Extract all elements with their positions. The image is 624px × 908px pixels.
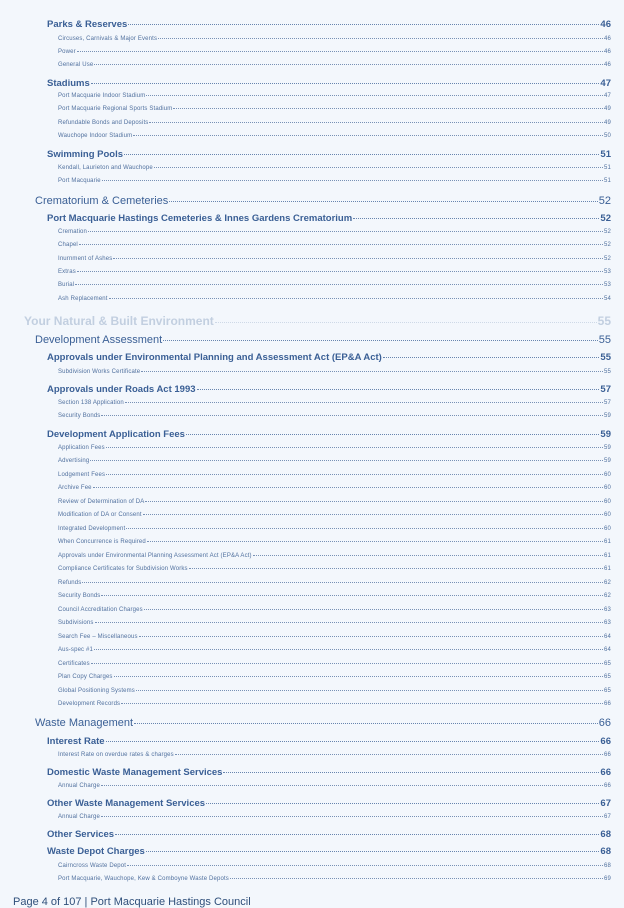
dot-leader [189, 568, 603, 569]
toc-entry[interactable] [58, 369, 611, 375]
dot-leader [114, 676, 603, 677]
dot-leader [149, 122, 603, 123]
toc-entry[interactable] [58, 413, 611, 419]
toc-entry-title: General Use [58, 62, 94, 68]
toc-entry[interactable] [58, 256, 611, 262]
dot-leader [91, 663, 603, 664]
dot-leader [253, 555, 603, 556]
toc-entry-title: Waste Depot Charges [47, 846, 145, 857]
dot-leader [126, 528, 603, 529]
toc-entry[interactable] [58, 269, 611, 275]
toc-entry-page: 62 [604, 580, 611, 586]
toc-entry-page: 66 [600, 767, 611, 778]
toc-entry-page: 61 [604, 539, 611, 545]
dot-leader [109, 298, 603, 299]
dot-leader [90, 460, 603, 461]
toc-entry-title: Port Macquarie Regional Sports Stadium [58, 106, 173, 112]
toc-entry[interactable] [58, 296, 611, 302]
toc-entry-title: Global Positioning Systems [58, 688, 135, 694]
toc-entry-page: 50 [604, 133, 611, 139]
dot-leader [127, 865, 603, 866]
dot-leader [134, 723, 598, 724]
toc-entry[interactable] [58, 863, 611, 869]
toc-entry-title: Integrated Development [58, 526, 126, 532]
toc-entry-page: 55 [600, 352, 611, 363]
toc-entry-title: Wauchope Indoor Stadium [58, 133, 133, 139]
dot-leader [128, 24, 599, 25]
toc-entry-page: 52 [604, 242, 611, 248]
toc-entry-page: 64 [604, 634, 611, 640]
dot-leader [125, 402, 603, 403]
toc-entry-page: 51 [600, 149, 611, 160]
dot-leader [163, 340, 598, 341]
toc-entry-page: 59 [604, 445, 611, 451]
toc-entry-title: When Concurrence is Required [58, 539, 146, 545]
dot-leader [77, 51, 603, 52]
toc-entry[interactable] [58, 620, 611, 626]
toc-entry-page: 66 [604, 752, 611, 758]
toc-entry-page: 49 [604, 106, 611, 112]
dot-leader [121, 703, 603, 704]
toc-entry-page: 61 [604, 566, 611, 572]
toc-entry-title: Advertising [58, 458, 90, 464]
dot-leader [143, 514, 603, 515]
toc-entry-page: 67 [600, 798, 611, 809]
toc-entry-page: 55 [597, 314, 611, 328]
toc-entry[interactable] [58, 242, 611, 248]
toc-entry[interactable] [47, 429, 611, 440]
toc-entry[interactable] [58, 36, 611, 42]
toc-entry-title: Compliance Certificates for Subdivision Works [58, 566, 188, 572]
dot-leader [146, 95, 603, 96]
toc-entry[interactable] [58, 566, 611, 572]
toc-entry-page: 46 [600, 19, 611, 30]
toc-entry[interactable] [58, 526, 611, 532]
toc-entry[interactable] [58, 62, 611, 68]
toc-entry-title: Approvals under Roads Act 1993 [47, 384, 196, 395]
toc-entry-page: 55 [604, 369, 611, 375]
toc-entry-title: Aus-spec #1 [58, 647, 94, 653]
toc-entry[interactable] [58, 783, 611, 789]
toc-entry-title: Stadiums [47, 78, 90, 89]
toc-entry-page: 63 [604, 607, 611, 613]
toc-entry-page: 52 [604, 256, 611, 262]
toc-entry[interactable] [58, 674, 611, 680]
toc-entry[interactable] [58, 458, 611, 464]
toc-entry[interactable] [58, 661, 611, 667]
toc-entry[interactable] [58, 282, 611, 288]
toc-entry-page: 64 [604, 647, 611, 653]
dot-leader [223, 772, 599, 773]
toc-entry[interactable] [58, 580, 611, 586]
dot-leader [206, 803, 599, 804]
toc-entry[interactable] [47, 213, 611, 224]
dot-leader [144, 609, 603, 610]
toc-entry[interactable] [58, 485, 611, 491]
dot-leader [147, 541, 603, 542]
dot-leader [158, 38, 603, 39]
toc-entry[interactable] [35, 334, 611, 346]
toc-entry[interactable] [58, 472, 611, 478]
toc-entry[interactable] [35, 195, 611, 207]
toc-entry[interactable] [58, 229, 611, 235]
dot-leader [136, 690, 603, 691]
dot-leader [173, 108, 603, 109]
toc-entry[interactable] [58, 814, 611, 820]
toc-entry[interactable] [58, 512, 611, 518]
toc-entry-title: Waste Management [35, 717, 134, 729]
dot-leader [95, 622, 604, 623]
toc-entry[interactable] [58, 120, 611, 126]
toc-entry-title: Other Services [47, 829, 115, 840]
dot-leader [175, 754, 603, 755]
toc-entry-page: 52 [598, 195, 611, 207]
toc-entry[interactable] [58, 876, 611, 882]
toc-entry-page: 60 [604, 526, 611, 532]
toc-entry[interactable] [47, 352, 611, 363]
toc-entry[interactable] [58, 539, 611, 545]
toc-entry-title: Ash Replacement [58, 296, 108, 302]
dot-leader [353, 218, 599, 219]
toc-entry[interactable] [58, 106, 611, 112]
toc-entry-title: Burial [58, 282, 75, 288]
toc-entry-page: 66 [598, 717, 611, 729]
toc-entry-title: Development Assessment [35, 334, 163, 346]
dot-leader [91, 83, 600, 84]
dot-leader [101, 595, 603, 596]
toc-entry-title: Port Macquarie Indoor Stadium [58, 93, 146, 99]
toc-entry-page: 59 [604, 458, 611, 464]
toc-entry-page: 60 [604, 512, 611, 518]
toc-entry-page: 57 [600, 384, 611, 395]
toc-entry-page: 65 [604, 661, 611, 667]
toc-entry-title: Port Macquarie [58, 178, 101, 184]
toc-entry-title: Extras [58, 269, 76, 275]
toc-entry-title: Interest Rate [47, 736, 105, 747]
toc-entry[interactable] [58, 553, 611, 559]
toc-entry-page: 46 [604, 36, 611, 42]
toc-entry-title: Plan Copy Charges [58, 674, 113, 680]
toc-entry-title: Interest Rate on overdue rates & charges [58, 752, 174, 758]
toc-entry[interactable] [58, 93, 611, 99]
toc-entry-title: Other Waste Management Services [47, 798, 206, 809]
toc-entry[interactable] [58, 634, 611, 640]
toc-entry-page: 66 [600, 736, 611, 747]
toc-entry[interactable] [58, 701, 611, 707]
toc-entry-page: 46 [604, 49, 611, 55]
toc-entry-title: Approvals under Environmental Planning Assessment Act (EP&A Act) [58, 553, 252, 559]
toc-entry-title: Subdivision Works Certificate [58, 369, 141, 375]
dot-leader [101, 816, 603, 817]
dot-leader [88, 231, 603, 232]
dot-leader [186, 434, 599, 435]
toc-entry[interactable] [47, 19, 611, 30]
toc-entry-page: 51 [604, 178, 611, 184]
dot-leader [101, 785, 603, 786]
toc-entry[interactable] [58, 165, 611, 171]
toc-entry-page: 60 [604, 485, 611, 491]
toc-entry[interactable] [58, 688, 611, 694]
toc-entry-page: 53 [604, 282, 611, 288]
toc-entry-page: 59 [604, 413, 611, 419]
dot-leader [77, 271, 603, 272]
toc-entry[interactable] [58, 499, 611, 505]
toc-entry-title: Modification of DA or Consent [58, 512, 142, 518]
toc-entry-title: Approvals under Environmental Planning and Assessment Act (EP&A Act) [47, 352, 382, 363]
dot-leader [106, 447, 603, 448]
toc-entry-title: Development Records [58, 701, 121, 707]
toc-entry-page: 54 [604, 296, 611, 302]
dot-leader [102, 180, 603, 181]
toc-entry-title: Power [58, 49, 76, 55]
toc-entry-title: Development Application Fees [47, 429, 185, 440]
toc-entry[interactable] [47, 829, 611, 840]
toc-entry[interactable] [47, 767, 611, 778]
toc-entry[interactable] [47, 798, 611, 809]
toc-entry-page: 46 [604, 62, 611, 68]
toc-entry-page: 60 [604, 472, 611, 478]
toc-entry-page: 68 [600, 829, 611, 840]
toc-entry-page: 60 [604, 499, 611, 505]
dot-leader [79, 244, 603, 245]
dot-leader [115, 834, 599, 835]
toc-entry-title: Archive Fee [58, 485, 92, 491]
toc-entry-title: Inurnment of Ashes [58, 256, 113, 262]
toc-entry-title: Kendall, Laurieton and Wauchope [58, 165, 153, 171]
toc-entry[interactable] [47, 78, 611, 89]
toc-entry-page: 52 [604, 229, 611, 235]
toc-entry[interactable] [47, 149, 611, 160]
toc-entry-title: Crematorium & Cemeteries [35, 195, 169, 207]
toc-entry-page: 57 [604, 400, 611, 406]
toc-entry-title: Port Macquarie Hastings Cemeteries & Innes Gardens Crematorium [47, 213, 353, 224]
dot-leader [146, 851, 600, 852]
dot-leader [383, 357, 600, 358]
toc-entry[interactable] [35, 717, 611, 729]
toc-entry-page: 51 [604, 165, 611, 171]
toc-entry-page: 66 [604, 783, 611, 789]
toc-entry[interactable] [47, 384, 611, 395]
toc-entry-title: Circuses, Carnivals & Major Events [58, 36, 158, 42]
toc-entry[interactable] [58, 400, 611, 406]
toc-entry-title: Domestic Waste Management Services [47, 767, 223, 778]
toc-entry-page: 68 [604, 863, 611, 869]
page-footer: Page 4 of 107 | Port Macquarie Hastings Council [13, 896, 251, 908]
toc-entry-page: 69 [604, 876, 611, 882]
toc-entry-title: Annual Charge [58, 783, 100, 789]
toc-entry-page: 62 [604, 593, 611, 599]
toc-entry-title: Your Natural & Built Environment [24, 314, 214, 328]
toc-entry[interactable] [58, 647, 611, 653]
toc-entry-page: 49 [604, 120, 611, 126]
dot-leader [154, 167, 603, 168]
dot-leader [75, 284, 603, 285]
toc-entry-title: Search Fee – Miscellaneous [58, 634, 138, 640]
toc-entry[interactable] [58, 607, 611, 613]
dot-leader [94, 649, 603, 650]
dot-leader [124, 154, 599, 155]
toc-entry-page: 47 [604, 93, 611, 99]
dot-leader [93, 487, 603, 488]
toc-entry[interactable] [58, 752, 611, 758]
toc-entry-title: Annual Charge [58, 814, 100, 820]
toc-entry-page: 68 [600, 846, 611, 857]
toc-entry-page: 47 [600, 78, 611, 89]
toc-entry-page: 55 [598, 334, 611, 346]
toc-entry-title: Review of Determination of DA [58, 499, 145, 505]
dot-leader [113, 258, 603, 259]
dot-leader [82, 582, 603, 583]
dot-leader [139, 636, 603, 637]
toc-entry-page: 61 [604, 553, 611, 559]
toc-entry-title: Cremation [58, 229, 88, 235]
toc-entry-title: Certificates [58, 661, 90, 667]
toc-entry-title: Refunds [58, 580, 82, 586]
toc-entry-title: Security Bonds [58, 593, 101, 599]
toc-entry-page: 65 [604, 674, 611, 680]
dot-leader [230, 878, 603, 879]
dot-leader [106, 741, 600, 742]
toc-entry-title: Section 138 Application [58, 400, 124, 406]
toc-entry-page: 63 [604, 620, 611, 626]
toc-entry-page: 65 [604, 688, 611, 694]
toc-entry-page: 52 [600, 213, 611, 224]
toc-entry-title: Swimming Pools [47, 149, 124, 160]
toc-entry-title: Chapel [58, 242, 78, 248]
toc-entry-title: Refundable Bonds and Deposits [58, 120, 149, 126]
toc-entry-title: Subdivisions [58, 620, 94, 626]
toc-entry-title: Application Fees [58, 445, 105, 451]
toc-entry-page: 53 [604, 269, 611, 275]
toc-entry-page: 59 [600, 429, 611, 440]
toc-entry[interactable] [24, 314, 611, 328]
toc-entry-page: 66 [604, 701, 611, 707]
toc-entry-page: 67 [604, 814, 611, 820]
toc-entry-title: Cairncross Waste Depot [58, 863, 127, 869]
toc-entry-title: Lodgement Fees [58, 472, 106, 478]
toc-entry[interactable] [58, 445, 611, 451]
dot-leader [169, 201, 597, 202]
toc-entry[interactable] [47, 846, 611, 857]
dot-leader [197, 389, 600, 390]
toc-entry-title: Port Macquarie, Wauchope, Kew & Comboyne Waste Depots [58, 876, 229, 882]
toc-entry-title: Security Bonds [58, 413, 101, 419]
dot-leader [94, 64, 603, 65]
dot-leader [141, 371, 603, 372]
dot-leader [145, 501, 603, 502]
dot-leader [106, 474, 603, 475]
toc-entry[interactable] [58, 178, 611, 184]
toc-entry[interactable] [58, 593, 611, 599]
toc-entry-title: Parks & Reserves [47, 19, 128, 30]
dot-leader [215, 322, 597, 323]
toc-entry[interactable] [47, 736, 611, 747]
dot-leader [133, 135, 603, 136]
toc-entry[interactable] [58, 133, 611, 139]
toc-entry-title: Council Accreditation Charges [58, 607, 143, 613]
dot-leader [101, 415, 603, 416]
toc-entry[interactable] [58, 49, 611, 55]
